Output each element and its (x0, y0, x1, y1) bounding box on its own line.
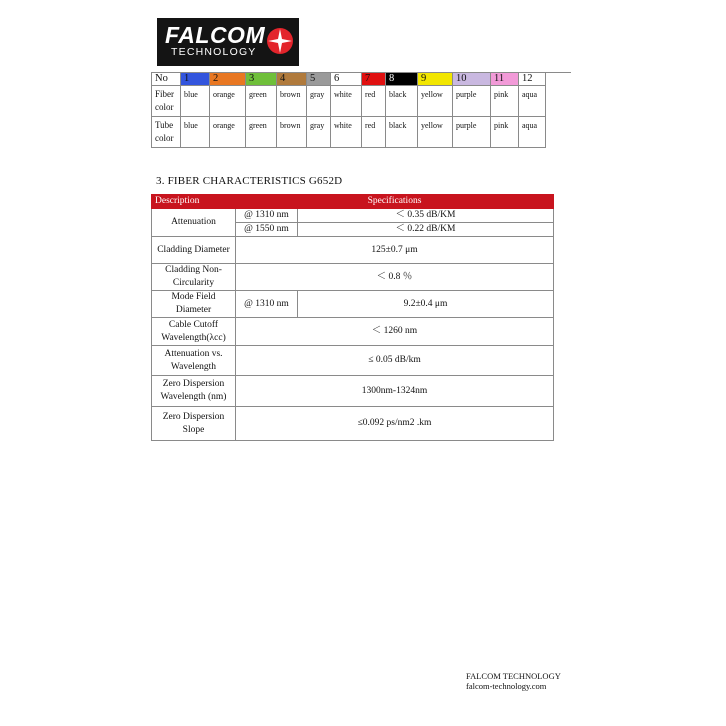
swatch-cell: 5 (307, 73, 331, 86)
color-cell: blue (181, 86, 210, 117)
color-cell: brown (277, 86, 307, 117)
row-label: Tube color (152, 117, 181, 148)
star-cross-icon (265, 26, 295, 56)
color-cell: orange (210, 117, 246, 148)
swatch-cell: 3 (246, 73, 277, 86)
fiber-spec-table (151, 194, 554, 441)
table-row (152, 237, 554, 264)
company-logo (157, 18, 299, 66)
swatch-cell: 8 (386, 73, 418, 86)
spec-header-row (152, 195, 554, 209)
color-number-row (152, 73, 546, 86)
cladding-diameter-label: Cladding Diameter (152, 237, 236, 264)
color-cell: gray (307, 86, 331, 117)
color-cell: pink (491, 86, 519, 117)
swatch-cell: 12 (519, 73, 546, 86)
zero-dispersion-wavelength-label: Zero Dispersion Wavelength (nm) (152, 376, 236, 407)
color-cell: black (386, 86, 418, 117)
footer-company: FALCOM TECHNOLOGY (466, 671, 561, 681)
color-cell: red (362, 117, 386, 148)
swatch-cell: 9 (418, 73, 453, 86)
table-row (152, 291, 554, 318)
swatch-cell: 6 (331, 73, 362, 86)
color-cell: pink (491, 117, 519, 148)
color-cell: white (331, 86, 362, 117)
mode-field-diameter-label: Mode Field Diameter (152, 291, 236, 318)
specifications-header: Specifications (236, 195, 554, 209)
footer-website: falcom-technology.com (466, 681, 547, 691)
value-cell: ＜ 0.35 dB/KM (298, 209, 554, 223)
color-cell: red (362, 86, 386, 117)
table-row (152, 209, 554, 223)
value-cell: ≤ 0.05 dB/km (236, 346, 554, 376)
attenuation-label: Attenuation (152, 209, 236, 237)
color-cell: yellow (418, 117, 453, 148)
condition-cell: @ 1310 nm (236, 209, 298, 223)
swatch-cell: 7 (362, 73, 386, 86)
logo-brand-text: FALCOM (165, 22, 266, 48)
no-header: No (152, 73, 181, 86)
color-code-table (151, 72, 546, 148)
swatch-cell: 1 (181, 73, 210, 86)
tube-color-row (152, 117, 546, 148)
swatch-cell: 11 (491, 73, 519, 86)
table-row (152, 407, 554, 441)
zero-dispersion-slope-label: Zero Dispersion Slope (152, 407, 236, 441)
row-label: Fiber color (152, 86, 181, 117)
swatch-cell: 10 (453, 73, 491, 86)
value-cell: ＜ 0.8 ％ (236, 264, 554, 291)
color-cell: aqua (519, 86, 546, 117)
color-cell: black (386, 117, 418, 148)
attenuation-vs-wavelength-label: Attenuation vs. Wavelength (152, 346, 236, 376)
color-cell: blue (181, 117, 210, 148)
fiber-color-row (152, 86, 546, 117)
swatch-cell: 4 (277, 73, 307, 86)
table-row (152, 264, 554, 291)
color-cell: purple (453, 86, 491, 117)
table-row (152, 376, 554, 407)
value-cell: ＜ 1260 nm (236, 318, 554, 346)
swatch-cell: 2 (210, 73, 246, 86)
color-cell: aqua (519, 117, 546, 148)
condition-cell: @ 1550 nm (236, 223, 298, 237)
page-footer (466, 671, 561, 691)
value-cell: 125±0.7 μm (236, 237, 554, 264)
value-cell: 1300nm-1324nm (236, 376, 554, 407)
color-cell: brown (277, 117, 307, 148)
section-heading: 3. FIBER CHARACTERISTICS G652D (156, 175, 343, 187)
value-cell: ＜ 0.22 dB/KM (298, 223, 554, 237)
color-cell: green (246, 117, 277, 148)
value-cell: 9.2±0.4 μm (298, 291, 554, 318)
cladding-non-circularity-label: Cladding Non-Circularity (152, 264, 236, 291)
condition-cell: @ 1310 nm (236, 291, 298, 318)
color-cell: white (331, 117, 362, 148)
value-cell: ≤0.092 ps/nm2 .km (236, 407, 554, 441)
cable-cutoff-label: Cable Cutoff Wavelength(λcc) (152, 318, 236, 346)
color-cell: green (246, 86, 277, 117)
table-row (152, 346, 554, 376)
description-header: Description (152, 195, 236, 209)
color-cell: gray (307, 117, 331, 148)
color-cell: purple (453, 117, 491, 148)
table-row (152, 318, 554, 346)
logo-subtitle-text: TECHNOLOGY (171, 46, 257, 58)
color-cell: yellow (418, 86, 453, 117)
color-cell: orange (210, 86, 246, 117)
